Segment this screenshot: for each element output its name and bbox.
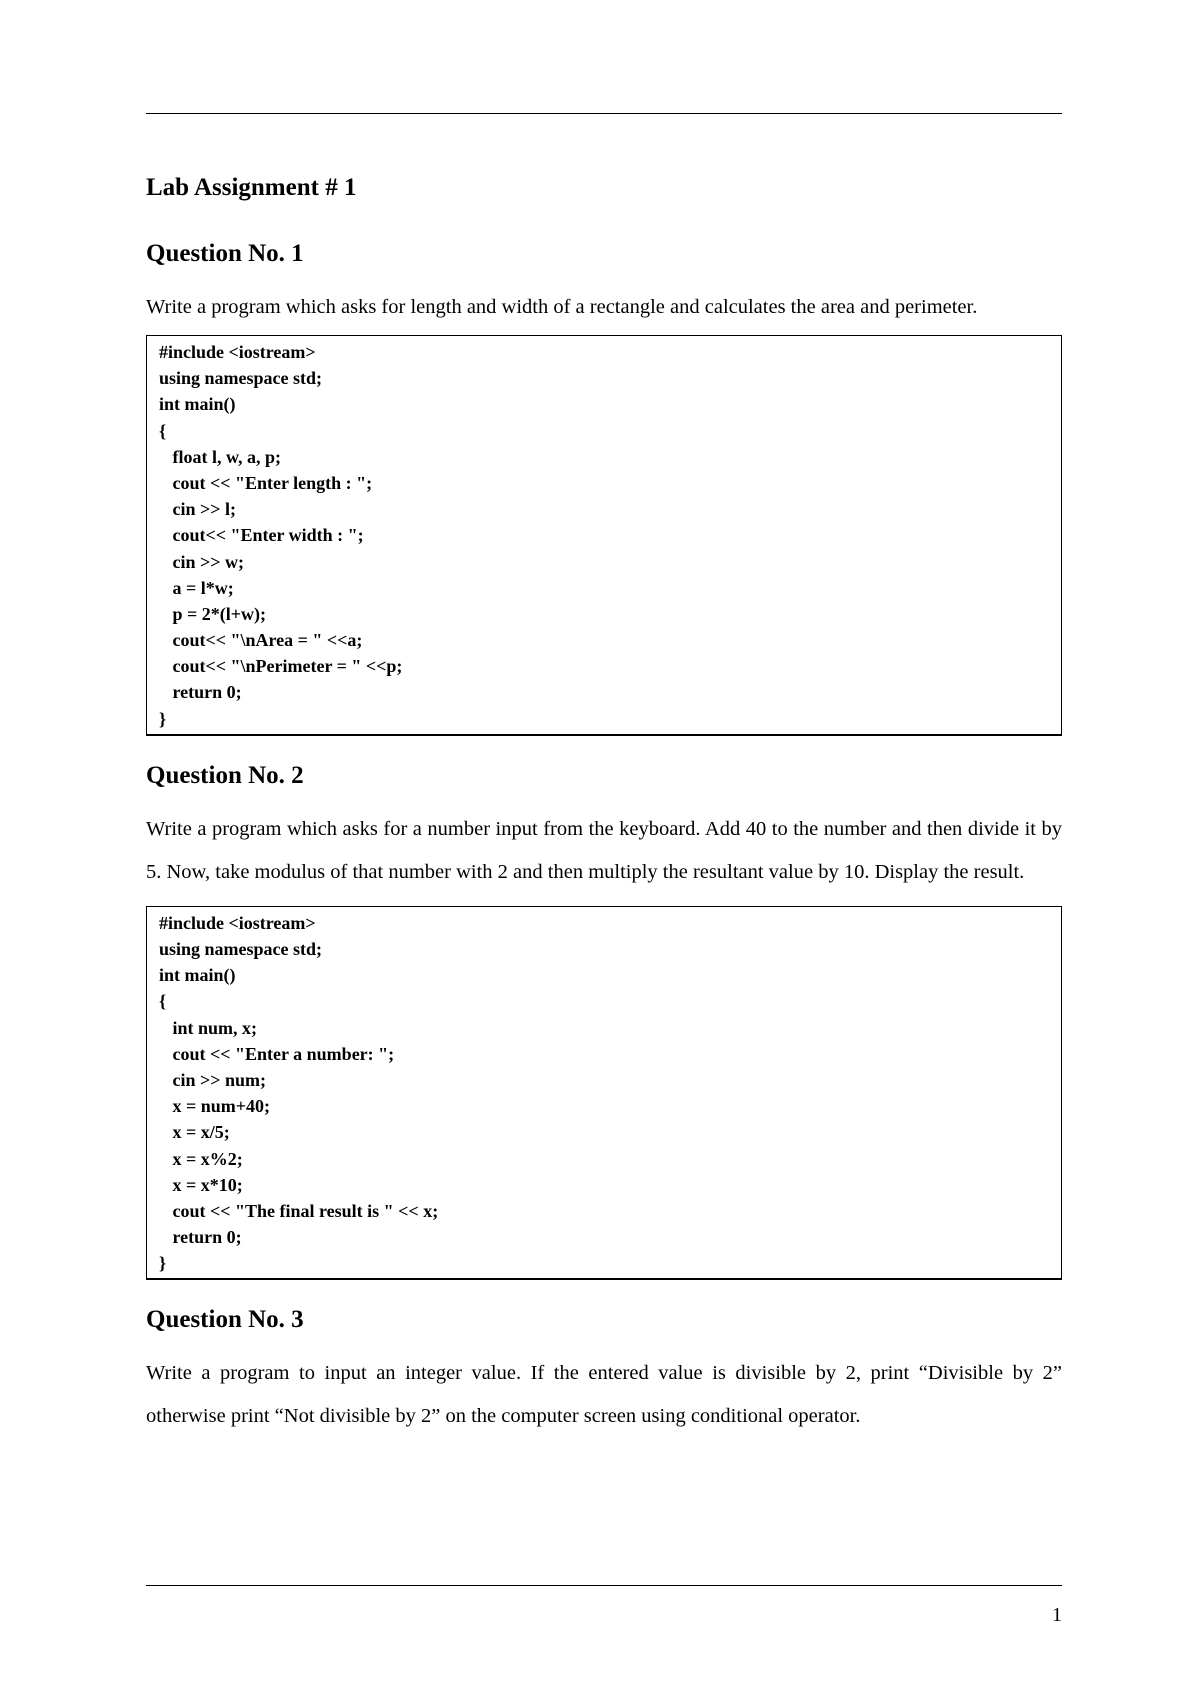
question-1-heading: Question No. 1 [146,240,304,267]
code-line: int main() [159,394,236,415]
question-2-code-block [146,906,1062,1281]
code-line: cout<< "\nPerimeter = " <<p; [159,656,403,677]
code-line: cout << "The final result is " << x; [159,1200,439,1221]
code-line: int num, x; [159,1017,258,1038]
question-1-text: Write a program which asks for length and width of a rectangle and calculates the area and perimeter. [146,296,978,318]
code-line: cout<< "\nArea = " <<a; [159,630,363,651]
code-line: cin >> w; [159,551,245,572]
code-line: #include <iostream> [159,342,316,362]
code-line: float l, w, a, p; [159,446,282,467]
code-line: using namespace std; [159,368,323,389]
question-1-code-block [146,335,1062,736]
question-2-text: Write a program which asks for a number input from the keyboard. Add 40 to the number and then divide it by 5. Now, take modulus of that number with 2 and then multiply the resultant value by 10. Display the result. [146,817,1062,883]
code-line: a = l*w; [159,577,234,598]
code-line: x = x*10; [159,1174,243,1195]
code-line: using namespace std; [159,939,323,959]
header-rule [146,113,1062,114]
document-title: Lab Assignment # 1 [146,174,357,201]
code-line: } [159,708,167,729]
code-line: return 0; [159,682,242,703]
code-line: p = 2*(l+w); [159,603,267,624]
code-line: x = num+40; [159,1096,271,1117]
code-line: { [159,991,167,1012]
question-2-heading: Question No. 2 [146,761,304,789]
code-line: return 0; [159,1227,242,1248]
page-content [146,170,1062,1438]
code-line: } [159,1253,167,1274]
code-line: int main() [159,965,236,986]
question-3-heading: Question No. 3 [146,1306,304,1334]
code-line: cout<< "Enter width : "; [159,525,364,546]
code-line: cout << "Enter a number: "; [159,1043,395,1064]
code-line: #include <iostream> [159,912,316,933]
code-line: cout << "Enter length : "; [159,472,373,493]
code-line: x = x/5; [159,1122,230,1143]
question-3-text: Write a program to input an integer value. If the entered value is divisible by 2, print “Divisible by 2” otherwise print “Not divisible by 2” on the computer screen using conditional operator. [146,1362,1062,1428]
code-line: cin >> num; [159,1069,267,1090]
code-line: x = x%2; [159,1148,243,1169]
page-number: 1 [1052,1604,1062,1626]
code-line: cin >> l; [159,499,237,520]
footer-rule [146,1585,1062,1586]
code-line: { [159,420,167,441]
